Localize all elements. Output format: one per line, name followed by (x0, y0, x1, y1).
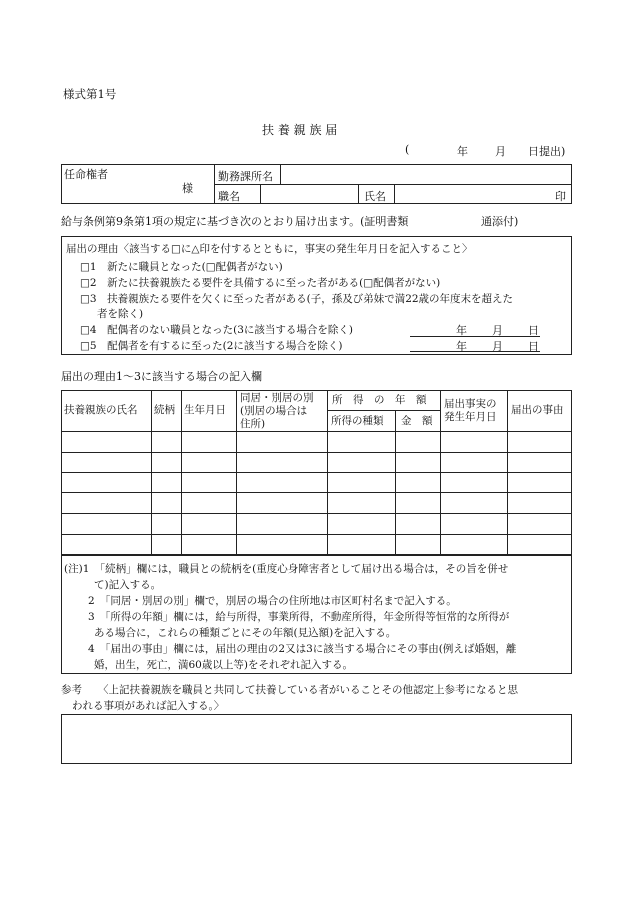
honorific-sama: 様 (182, 182, 193, 195)
col-header-income-type: 所得の種類 (331, 415, 384, 427)
table-row[interactable] (62, 514, 571, 533)
name-field[interactable] (396, 185, 546, 203)
appointer-label: 任命権者 (64, 168, 108, 181)
note-line-2: て)記入する。 (94, 579, 162, 591)
note-line-3: 2 「同居・別居の別」欄で，別居の場合の住所地は市区町村名まで記入する。 (88, 595, 457, 607)
reason-item-3-cont: 者を除く) (97, 308, 144, 320)
date-day-submitted-label: 日提出) (528, 145, 566, 158)
table-row[interactable] (62, 432, 571, 451)
workplace-field[interactable] (282, 165, 570, 183)
appointer-field[interactable] (62, 182, 177, 202)
col-header-date-1: 届出事実の (444, 398, 497, 410)
reasons-heading: 届出の理由〈該当する□に△印を付するとともに，事実の発生年月日を記入すること〉 (66, 243, 473, 255)
col-header-amount: 金 額 (401, 415, 433, 427)
income-subheader-line (327, 410, 440, 411)
col-header-birth: 生年月日 (184, 404, 226, 416)
table-row[interactable] (62, 453, 571, 471)
col-header-name: 扶養親族の氏名 (64, 404, 138, 416)
seal-mark: 印 (555, 190, 566, 203)
note-line-4: 3 「所得の年額」欄には，給与所得，事業所得，不動産所得，年金所得等恒常的な所得が (88, 611, 510, 623)
reference-box[interactable] (61, 714, 572, 764)
reason-4-year: 年 (456, 324, 467, 337)
reason-4-day: 日 (528, 324, 539, 337)
header-divider-v4 (358, 184, 359, 204)
note-line-6: 4 「届出の事由」欄には，届出の理由の2又は3に該当する場合にその事由(例えば婚姻，離 (88, 643, 517, 655)
reason-4-month: 月 (492, 324, 503, 337)
note-line-1: (注)1 「続柄」欄には，職員との続柄を(重度心身障害者として届け出る場合は，その旨を併せ (64, 563, 509, 575)
attachment-suffix: 通添付) (481, 215, 519, 228)
name-label: 氏名 (364, 190, 386, 203)
reason-5-year: 年 (456, 340, 467, 353)
date-year-label: 年 (457, 145, 468, 158)
date-open-paren: ( (405, 143, 410, 156)
reason-item-5[interactable]: □5 配偶者を有するに至った(2に該当する場合を除く) (80, 340, 343, 352)
form-title: 扶 養 親 族 届 (262, 123, 338, 137)
col-header-residence-1: 同居・別居の別 (240, 392, 314, 404)
reference-text-2: われる事項があれば記入する。〉 (72, 700, 225, 712)
intro-text: 給与条例第9条第1項の規定に基づき次のとおり届け出ます。(証明書類 (61, 215, 409, 228)
note-line-5: ある場合に，これらの種類ごとにその年額(見込額)を記入する。 (94, 627, 397, 639)
reason-item-2[interactable]: □2 新たに扶養親族たる要件を具備するに至った者がある(□配偶者がない) (80, 277, 441, 289)
note-line-7: 婚，出生，死亡，満60歳以上等)をそれぞれ記入する。 (94, 659, 353, 671)
date-month-label: 月 (495, 145, 506, 158)
reason-5-month: 月 (492, 340, 503, 353)
col-header-residence-3: 住所) (240, 418, 266, 430)
reason-5-day: 日 (528, 340, 539, 353)
table-row[interactable] (62, 493, 571, 512)
col-header-relation: 続柄 (154, 404, 175, 416)
header-divider-v2 (280, 164, 281, 184)
form-number: 様式第1号 (63, 87, 117, 101)
reference-label: 参考 (61, 684, 82, 696)
header-divider-v3 (260, 184, 261, 204)
position-label: 職名 (218, 190, 240, 203)
reference-text-1: 〈上記扶養親族を職員と共同して扶養している者がいることその他認定上参考になると思 (98, 684, 518, 696)
reason-4-underline (410, 336, 540, 337)
position-field[interactable] (262, 185, 356, 203)
col-header-reason: 届出の事由 (511, 404, 564, 416)
col-header-income: 所 得 の 年 額 (332, 394, 427, 406)
workplace-label: 勤務課所名 (218, 170, 273, 183)
table-row[interactable] (62, 473, 571, 491)
reason-item-3[interactable]: □3 扶養親族たる要件を欠くに至った者がある(子，孫及び弟妹で満22歳の年度末を超えた (80, 293, 514, 305)
table-row[interactable] (62, 535, 571, 554)
reason-item-4[interactable]: □4 配偶者のない職員となった(3に該当する場合を除く) (80, 324, 353, 336)
attachment-count-field[interactable] (425, 210, 477, 226)
col-header-date-2: 発生年月日 (444, 411, 497, 423)
reason-5-underline (410, 351, 540, 352)
table-caption: 届出の理由1〜3に該当する場合の記入欄 (61, 370, 262, 383)
header-divider-v5 (394, 184, 395, 204)
reason-item-1[interactable]: □1 新たに職員となった(□配偶者がない) (80, 261, 283, 273)
col-header-residence-2: (別居の場合は (240, 405, 308, 417)
